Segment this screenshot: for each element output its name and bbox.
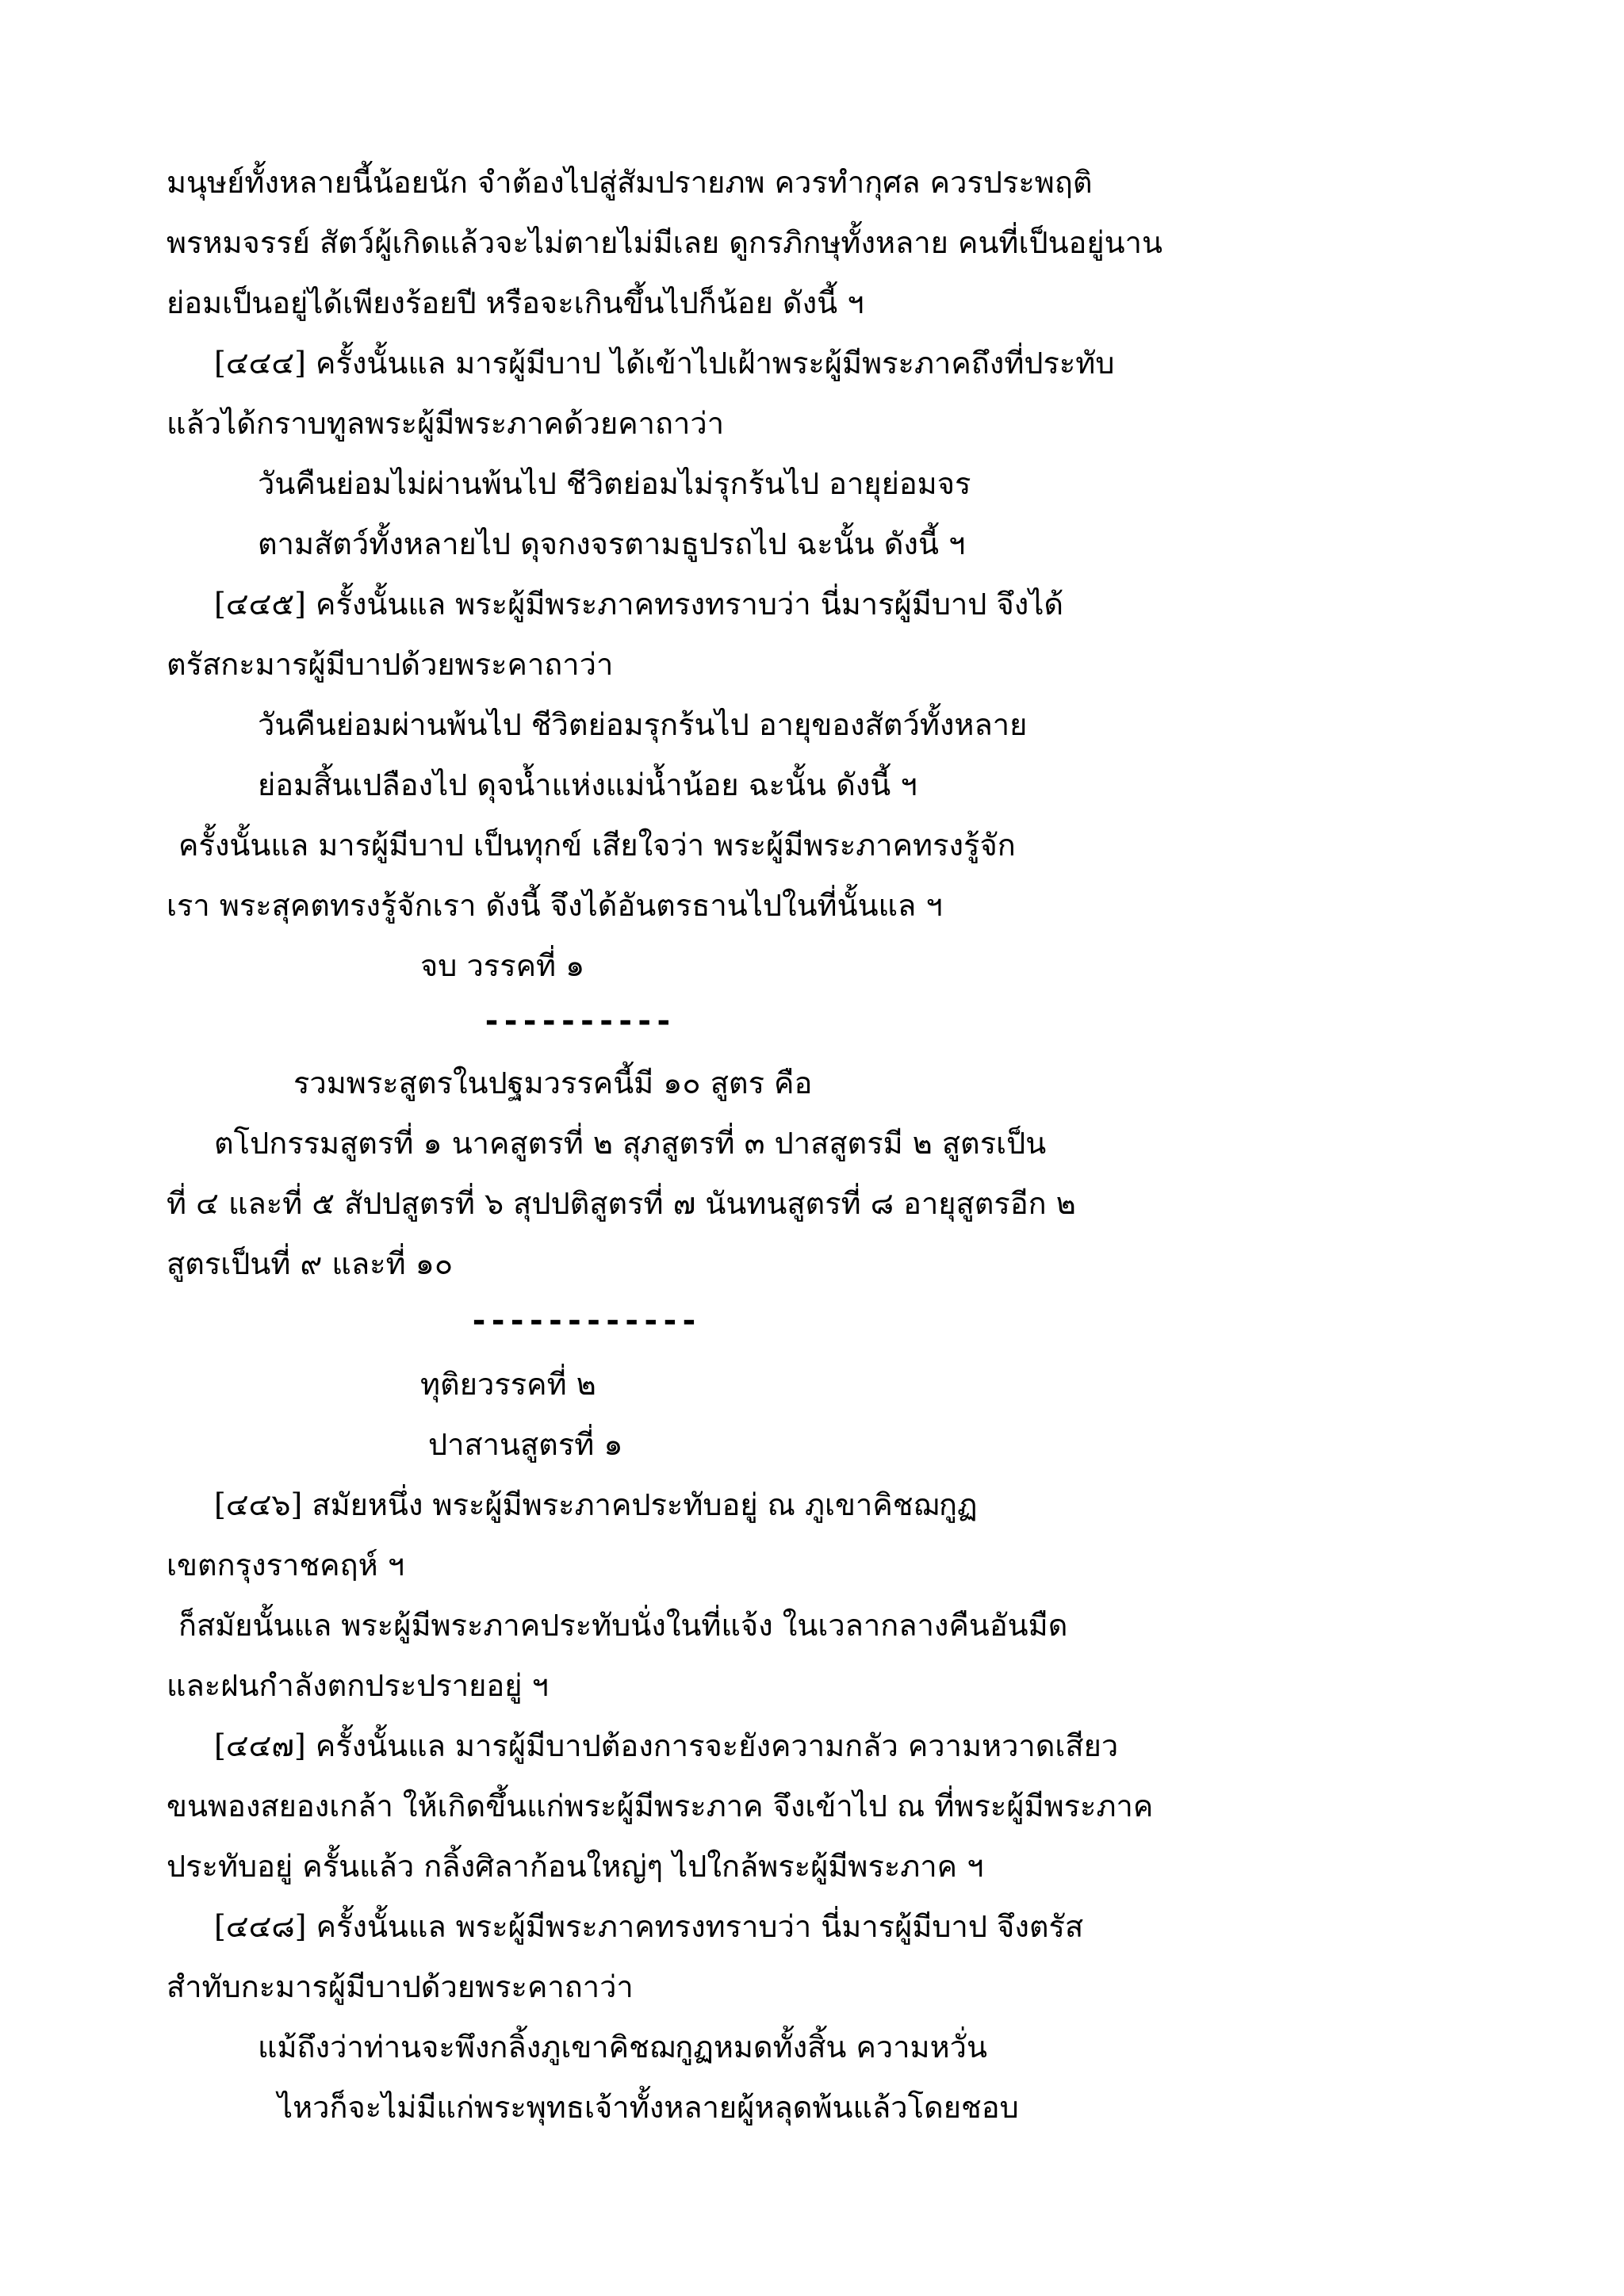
separator-line: ------------ <box>469 1303 699 1339</box>
text-line: สูตรเป็นที่ ๙ และที่ ๑๐ <box>167 1246 454 1281</box>
paragraph-line: [๔๔๕] ครั้งนั้นแล พระผู้มีพระภาคทรงทราบว่า นี่มารผู้มีบาป จึงได้ <box>214 587 1064 622</box>
paragraph-line: ตโปกรรมสูตรที่ ๑ นาคสูตรที่ ๒ สุภสูตรที่ ๓ ปาสสูตรมี ๒ สูตรเป็น <box>214 1126 1047 1161</box>
text-line: ขนพองสยองเกล้า ให้เกิดขึ้นแก่พระผู้มีพระภาค จึงเข้าไป ณ ที่พระผู้มีพระภาค <box>167 1789 1154 1823</box>
paragraph-line: [๔๔๖] สมัยหนึ่ง พระผู้มีพระภาคประทับอยู่ ณ ภูเขาคิชฌกูฏ <box>214 1487 978 1522</box>
text-line: ย่อมเป็นอยู่ได้เพียงร้อยปี หรือจะเกินขึ้นไปก็น้อย ดังนี้ ฯ <box>167 285 864 320</box>
paragraph-line: [๔๔๘] ครั้งนั้นแล พระผู้มีพระภาคทรงทราบว่า นี่มารผู้มีบาป จึงตรัส <box>214 1909 1084 1944</box>
summary-heading: รวมพระสูตรในปฐมวรรคนี้มี ๑๐ สูตร คือ <box>293 1066 813 1100</box>
paragraph-line: [๔๔๔] ครั้งนั้นแล มารผู้มีบาป ได้เข้าไปเฝ้าพระผู้มีพระภาคถึงที่ประทับ <box>214 346 1115 381</box>
text-line: เรา พระสุคตทรงรู้จักเรา ดังนี้ จึงได้อันตรธานไปในที่นั้นแล ฯ <box>167 888 943 923</box>
text-line: และฝนกำลังตกประปรายอยู่ ฯ <box>167 1668 549 1703</box>
paragraph-line: [๔๔๗] ครั้งนั้นแล มารผู้มีบาปต้องการจะยังความกลัว ความหวาดเสียว <box>214 1728 1119 1763</box>
text-line: มนุษย์ทั้งหลายนี้น้อยนัก จำต้องไปสู่สัมปรายภพ ควรทำกุศล ควรประพฤติ <box>167 165 1093 200</box>
text-line: สำทับกะมารผู้มีบาปด้วยพระคาถาว่า <box>167 1969 634 2004</box>
verse-line: วันคืนย่อมไม่ผ่านพ้นไป ชีวิตย่อมไม่รุกร้นไป อายุย่อมจร <box>258 466 971 501</box>
chapter-title: ทุติยวรรคที่ ๒ <box>420 1367 596 1402</box>
verse-line: แม้ถึงว่าท่านจะพึงกลิ้งภูเขาคิชฌกูฏหมดทั้งสิ้น ความหวั่น <box>258 2030 987 2064</box>
text-line: ประทับอยู่ ครั้นแล้ว กลิ้งศิลาก้อนใหญ่ๆ ไปใกล้พระผู้มีพระภาค ฯ <box>167 1849 984 1884</box>
paragraph-line: ก็สมัยนั้นแล พระผู้มีพระภาคประทับนั่งในที่แจ้ง ในเวลากลางคืนอันมืด <box>178 1608 1068 1643</box>
sutta-title: ปาสานสูตรที่ ๑ <box>428 1427 623 1462</box>
text-line: ที่ ๔ และที่ ๕ สัปปสูตรที่ ๖ สุปปติสูตรที่ ๗ นันทนสูตรที่ ๘ อายุสูตรอีก ๒ <box>167 1186 1076 1221</box>
paragraph-line: ครั้งนั้นแล มารผู้มีบาป เป็นทุกข์ เสียใจว่า พระผู้มีพระภาคทรงรู้จัก <box>178 828 1016 863</box>
text-line: ตรัสกะมารผู้มีบาปด้วยพระคาถาว่า <box>167 647 614 682</box>
verse-line: ไหวก็จะไม่มีแก่พระพุทธเจ้าทั้งหลายผู้หลุดพ้นแล้วโดยชอบ <box>278 2090 1019 2125</box>
text-line: พรหมจรรย์ สัตว์ผู้เกิดแล้วจะไม่ตายไม่มีเลย ดูกรภิกษุทั้งหลาย คนที่เป็นอยู่นาน <box>167 225 1162 260</box>
verse-line: ย่อมสิ้นเปลืองไป ดุจน้ำแห่งแม่น้ำน้อย ฉะนั้น ดังนี้ ฯ <box>258 767 917 802</box>
verse-line: ตามสัตว์ทั้งหลายไป ดุจกงจรตามธูปรถไป ฉะนั้น ดังนี้ ฯ <box>258 526 966 561</box>
section-end-title: จบ วรรคที่ ๑ <box>420 948 585 983</box>
separator-line: ---------- <box>482 1003 673 1039</box>
verse-line: วันคืนย่อมผ่านพ้นไป ชีวิตย่อมรุกร้นไป อายุของสัตว์ทั้งหลาย <box>258 707 1028 742</box>
text-line: แล้วได้กราบทูลพระผู้มีพระภาคด้วยคาถาว่า <box>167 406 725 441</box>
text-line: เขตกรุงราชคฤห์ ฯ <box>167 1548 405 1582</box>
